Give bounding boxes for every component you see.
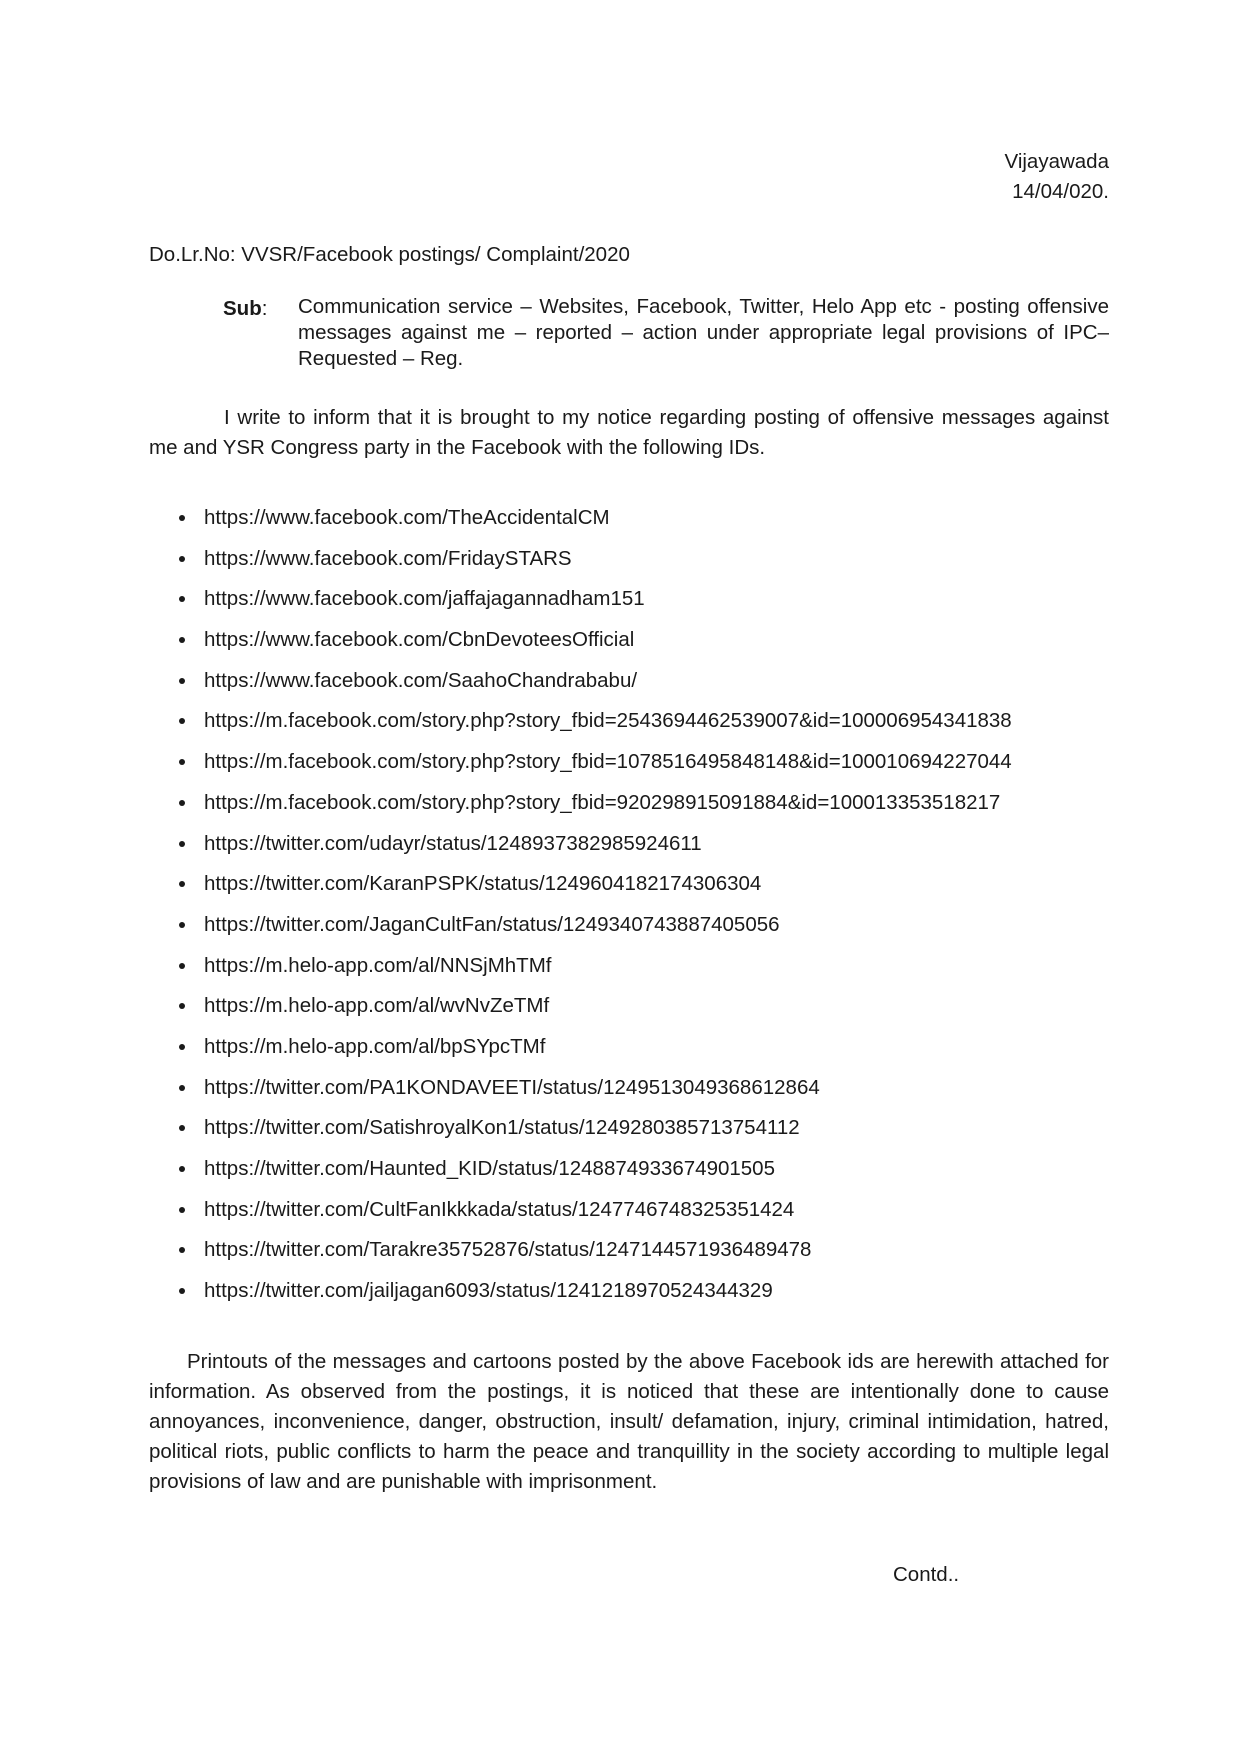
letter-place: Vijayawada bbox=[1004, 150, 1109, 173]
bullet-icon bbox=[179, 759, 185, 765]
closing-paragraph: Printouts of the messages and cartoons posted by the above Facebook ids are herewith attached for information. As observed from the postings, it is noticed that these are intentionally done to cause annoyances, inconvenience, danger, obstruction, insult/ defamation, injury, criminal intimidation, hatred, political riots, public conflicts to harm the peace and tranquillity in the society according to multiple legal provisions of law and are punishable with imprisonment. bbox=[149, 1350, 1109, 1493]
subject-label bbox=[223, 294, 267, 324]
link-list-item bbox=[149, 706, 1109, 747]
link-list-item bbox=[149, 1235, 1109, 1276]
link-url[interactable]: https://www.facebook.com/FridaySTARS bbox=[204, 546, 572, 570]
bullet-icon bbox=[179, 1003, 185, 1009]
link-list-item bbox=[149, 991, 1109, 1032]
link-list-item bbox=[149, 1195, 1109, 1236]
subject-label-text: Sub bbox=[223, 297, 262, 320]
bullet-icon bbox=[179, 963, 185, 969]
bullet-icon bbox=[179, 515, 185, 521]
link-url[interactable]: https://twitter.com/KaranPSPK/status/1249604182174306304 bbox=[204, 872, 762, 896]
bullet-icon bbox=[179, 1207, 185, 1213]
bullet-icon bbox=[179, 678, 185, 684]
link-url[interactable]: https://twitter.com/jailjagan6093/status/1241218970524344329 bbox=[204, 1279, 773, 1303]
intro-paragraph: I write to inform that it is brought to my notice regarding posting of offensive messages against me and YSR Congress party in the Facebook with the following IDs. bbox=[149, 406, 1109, 459]
link-url[interactable]: https://twitter.com/JaganCultFan/status/1249340743887405056 bbox=[204, 912, 780, 936]
link-url[interactable]: https://twitter.com/SatishroyalKon1/status/1249280385713754112 bbox=[204, 1116, 800, 1140]
continued-note: Contd.. bbox=[893, 1563, 960, 1586]
link-list-item bbox=[149, 1113, 1109, 1154]
link-list-item bbox=[149, 544, 1109, 585]
link-list-item bbox=[149, 1073, 1109, 1114]
bullet-icon bbox=[179, 1166, 185, 1172]
link-url[interactable]: https://twitter.com/CultFanIkkkada/status/1247746748325351424 bbox=[204, 1197, 795, 1221]
bullet-icon bbox=[179, 1085, 185, 1091]
link-url[interactable]: https://www.facebook.com/CbnDevoteesOfficial bbox=[204, 628, 635, 652]
link-list-item bbox=[149, 910, 1109, 951]
link-url[interactable]: https://twitter.com/Haunted_KID/status/1248874933674901505 bbox=[204, 1157, 775, 1180]
link-url[interactable]: https://m.helo-app.com/al/wvNvZeTMf bbox=[204, 994, 550, 1018]
link-list bbox=[149, 503, 1109, 1317]
place-date-block bbox=[1005, 147, 1109, 207]
link-list-item bbox=[149, 829, 1109, 870]
bullet-icon bbox=[179, 596, 185, 602]
bullet-icon bbox=[179, 1125, 185, 1131]
link-url[interactable]: https://m.facebook.com/story.php?story_fbid=2543694462539007&id=100006954341838 bbox=[204, 709, 1012, 733]
bullet-icon bbox=[179, 841, 185, 847]
link-url[interactable]: https://www.facebook.com/SaahoChandrababu/ bbox=[204, 668, 638, 692]
link-url[interactable]: https://m.facebook.com/story.php?story_fbid=920298915091884&id=100013353518217 bbox=[204, 790, 1001, 814]
link-list-item bbox=[149, 869, 1109, 910]
subject-text: Communication service – Websites, Facebook, Twitter, Helo App etc - posting offensive messages against me – reported – action under appropriate legal provisions of IPC– Requested – Reg. bbox=[298, 295, 1109, 370]
link-url[interactable]: https://twitter.com/Tarakre35752876/status/1247144571936489478 bbox=[204, 1238, 812, 1262]
link-list-item bbox=[149, 584, 1109, 625]
link-list-item bbox=[149, 788, 1109, 829]
bullet-icon bbox=[179, 881, 185, 887]
link-url[interactable]: https://www.facebook.com/TheAccidentalCM bbox=[204, 506, 610, 529]
link-list-item bbox=[149, 1276, 1109, 1317]
link-list-item bbox=[149, 625, 1109, 666]
reference-number: Do.Lr.No: VVSR/Facebook postings/ Complaint/2020 bbox=[149, 243, 630, 266]
link-list-item bbox=[149, 666, 1109, 707]
link-url[interactable]: https://m.helo-app.com/al/bpSYpcTMf bbox=[204, 1034, 546, 1058]
bullet-icon bbox=[179, 922, 185, 928]
bullet-icon bbox=[179, 718, 185, 724]
link-url[interactable]: https://twitter.com/udayr/status/1248937382985924611 bbox=[204, 831, 702, 855]
subject-separator: : bbox=[261, 297, 268, 320]
link-list-item bbox=[149, 503, 1109, 544]
link-url[interactable]: https://twitter.com/PA1KONDAVEETI/status/1249513049368612864 bbox=[204, 1075, 820, 1099]
link-list-item bbox=[149, 951, 1109, 992]
bullet-icon bbox=[179, 556, 185, 562]
link-url[interactable]: https://m.facebook.com/story.php?story_fbid=1078516495848148&id=100010694227044 bbox=[204, 750, 1012, 774]
link-list-item bbox=[149, 747, 1109, 788]
bullet-icon bbox=[179, 800, 185, 806]
link-url[interactable]: https://m.helo-app.com/al/NNSjMhTMf bbox=[204, 953, 552, 977]
letter-date: 14/04/020. bbox=[1012, 180, 1109, 203]
link-list-item bbox=[149, 1154, 1109, 1195]
link-url[interactable]: https://www.facebook.com/jaffajagannadham151 bbox=[204, 587, 645, 611]
bullet-icon bbox=[179, 1288, 185, 1294]
bullet-icon bbox=[179, 1044, 185, 1050]
bullet-icon bbox=[179, 637, 185, 643]
link-list-item bbox=[149, 1032, 1109, 1073]
subject-block bbox=[223, 294, 1109, 372]
bullet-icon bbox=[179, 1247, 185, 1253]
